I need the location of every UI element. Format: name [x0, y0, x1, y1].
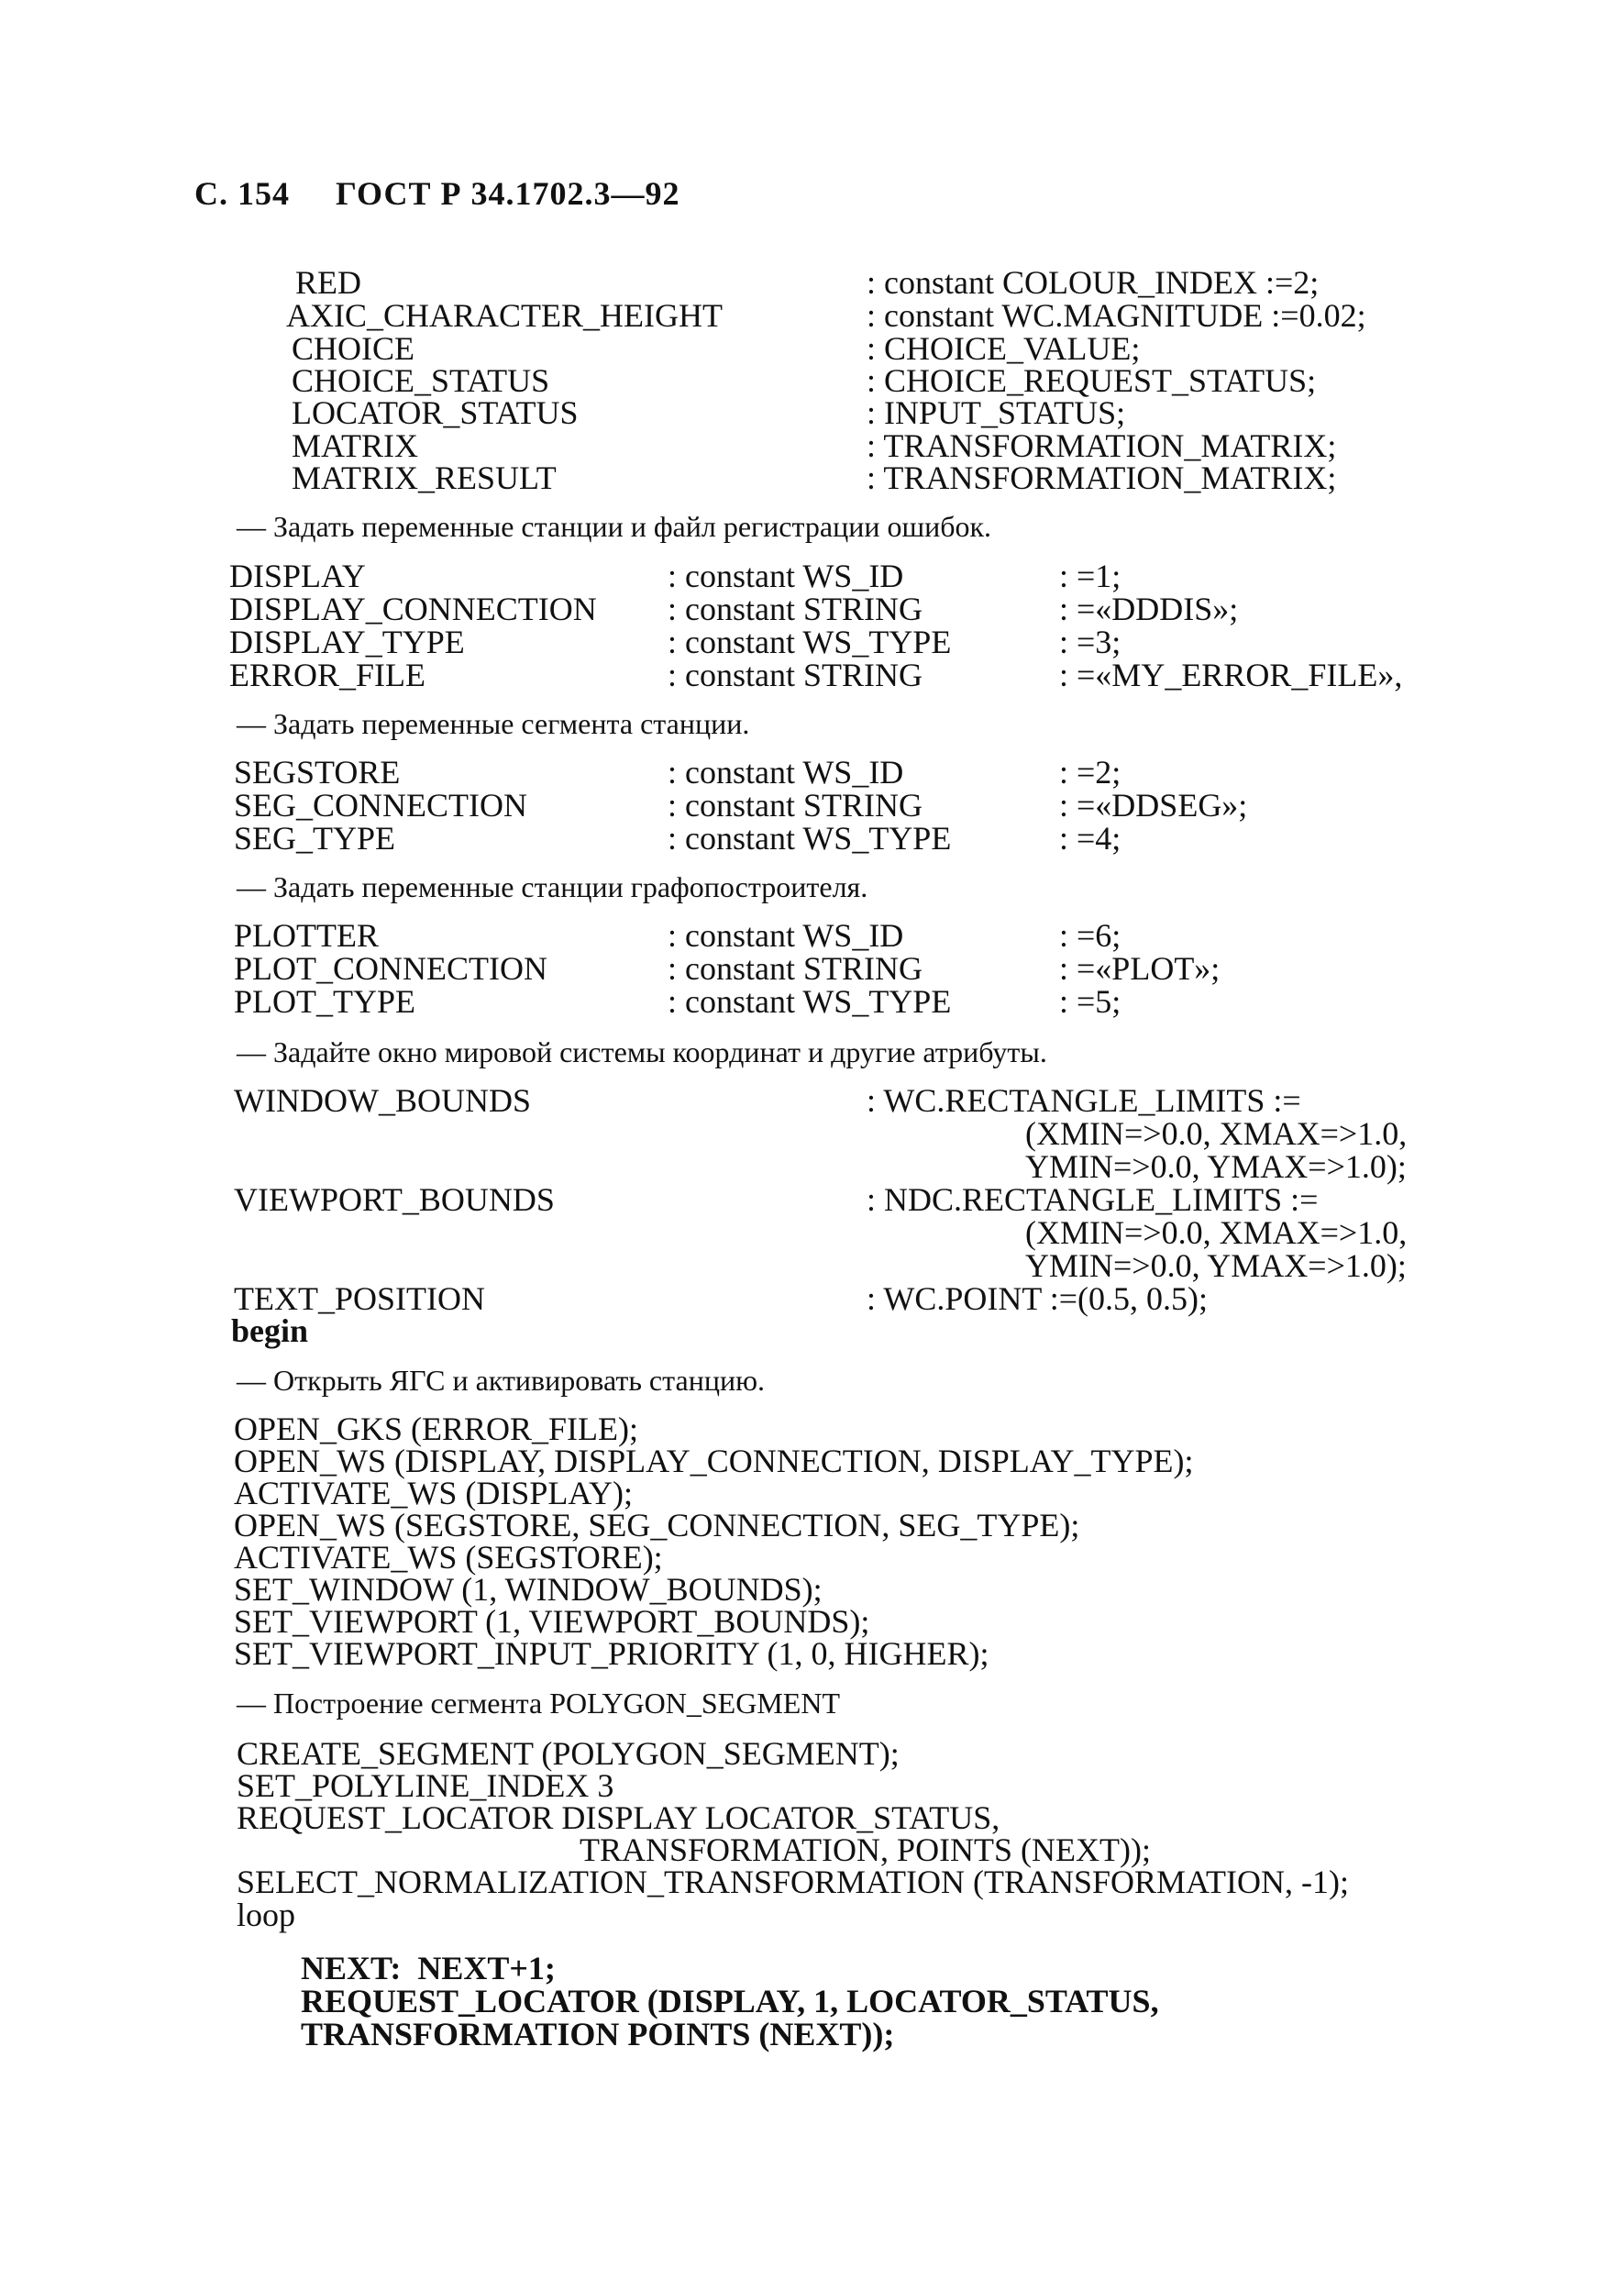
code-line: : constant STRING: [668, 950, 922, 987]
code-line: SET_VIEWPORT (1, VIEWPORT_BOUNDS);: [234, 1603, 870, 1640]
code-line: OPEN_GKS (ERROR_FILE);: [234, 1411, 639, 1447]
code-line: SEGSTORE: [234, 754, 401, 791]
code-line: ACTIVATE_WS (DISPLAY);: [234, 1475, 634, 1511]
code-line: DISPLAY: [229, 558, 366, 594]
code-line: : constant WS_TYPE: [668, 624, 952, 660]
code-line: PLOTTER: [234, 917, 379, 954]
code-line: DISPLAY_TYPE: [229, 624, 465, 660]
code-line: MATRIX_RESULT: [292, 459, 557, 496]
code-line: : =3;: [1059, 624, 1121, 660]
code-line: : constant WC.MAGNITUDE :=0.02;: [867, 297, 1366, 334]
keyword-begin: begin: [231, 1312, 309, 1349]
code-line: : constant WS_ID: [668, 917, 904, 954]
code-line: SET_WINDOW (1, WINDOW_BOUNDS);: [234, 1571, 823, 1608]
code-line: (XMIN=>0.0, XMAX=>1.0,: [1025, 1115, 1408, 1152]
code-line: DISPLAY_CONNECTION: [229, 591, 597, 627]
code-line: OPEN_WS (DISPLAY, DISPLAY_CONNECTION, DISPLAY_TYPE);: [234, 1443, 1194, 1479]
code-line: SEG_CONNECTION: [234, 787, 527, 824]
section-comment: — Задать переменные сегмента станции.: [237, 707, 750, 740]
code-line: : constant WS_ID: [668, 558, 904, 594]
code-line: : constant COLOUR_INDEX :=2;: [867, 264, 1320, 301]
code-line: TRANSFORMATION POINTS (NEXT));: [301, 2016, 895, 2052]
section-comment: — Задайте окно мировой системы координат и другие атрибуты.: [237, 1035, 1047, 1068]
code-line: MATRIX: [292, 427, 419, 464]
code-line: SET_POLYLINE_INDEX 3: [237, 1767, 614, 1804]
code-line: : CHOICE_REQUEST_STATUS;: [867, 362, 1317, 399]
section-comment: — Открыть ЯГС и активировать станцию.: [237, 1364, 765, 1397]
code-line: : constant WS_ID: [668, 754, 904, 791]
code-line: : =«PLOT»;: [1059, 950, 1221, 987]
code-line: : constant WS_TYPE: [668, 820, 952, 857]
code-line: PLOT_CONNECTION: [234, 950, 547, 987]
code-line: : NDC.RECTANGLE_LIMITS :=: [867, 1181, 1319, 1218]
code-line: : =5;: [1059, 983, 1121, 1020]
code-line: CHOICE: [292, 330, 414, 367]
code-line: YMIN=>0.0, YMAX=>1.0);: [1025, 1247, 1407, 1284]
code-line: : TRANSFORMATION_MATRIX;: [867, 459, 1337, 496]
code-line: ACTIVATE_WS (SEGSTORE);: [234, 1539, 663, 1576]
code-line: : constant STRING: [668, 591, 922, 627]
code-line: LOCATOR_STATUS: [292, 394, 579, 431]
code-line: : =6;: [1059, 917, 1121, 954]
code-line: PLOT_TYPE: [234, 983, 415, 1020]
code-line: YMIN=>0.0, YMAX=>1.0);: [1025, 1148, 1407, 1185]
code-line: TEXT_POSITION: [234, 1280, 485, 1317]
code-line: : =«DDDIS»;: [1059, 591, 1239, 627]
code-line: : constant STRING: [668, 657, 922, 693]
code-line: : constant WS_TYPE: [668, 983, 952, 1020]
code-line: : CHOICE_VALUE;: [867, 330, 1141, 367]
code-line: : =2;: [1059, 754, 1121, 791]
code-line: : constant STRING: [668, 787, 922, 824]
code-line: SEG_TYPE: [234, 820, 396, 857]
code-line: OPEN_WS (SEGSTORE, SEG_CONNECTION, SEG_TYPE);: [234, 1507, 1080, 1543]
code-line: VIEWPORT_BOUNDS: [234, 1181, 555, 1218]
page-number: С. 154: [194, 175, 290, 212]
standard-designation: ГОСТ Р 34.1702.3—92: [336, 175, 680, 212]
code-line: CHOICE_STATUS: [292, 362, 550, 399]
section-comment: — Построение сегмента POLYGON_SEGMENT: [237, 1687, 840, 1720]
section-comment: — Задать переменные станции графопостроителя.: [237, 870, 868, 903]
section-comment: — Задать переменные станции и файл регистрации ошибок.: [237, 510, 992, 543]
code-line: (XMIN=>0.0, XMAX=>1.0,: [1025, 1214, 1408, 1251]
code-line: : =«MY_ERROR_FILE»,: [1059, 657, 1403, 693]
code-line: : =«DDSEG»;: [1059, 787, 1248, 824]
code-line: RED: [295, 264, 361, 301]
code-line: CREATE_SEGMENT (POLYGON_SEGMENT);: [237, 1735, 900, 1772]
code-line: WINDOW_BOUNDS: [234, 1082, 531, 1119]
code-line: : WC.POINT :=(0.5, 0.5);: [867, 1280, 1208, 1317]
code-line: TRANSFORMATION, POINTS (NEXT));: [580, 1831, 1152, 1868]
code-line: SELECT_NORMALIZATION_TRANSFORMATION (TRANSFORMATION, -1);: [237, 1864, 1350, 1900]
code-line: REQUEST_LOCATOR DISPLAY LOCATOR_STATUS,: [237, 1799, 1000, 1836]
code-line: : =4;: [1059, 820, 1121, 857]
code-line: : INPUT_STATUS;: [867, 394, 1126, 431]
code-line: AXIC_CHARACTER_HEIGHT: [286, 297, 723, 334]
code-line: NEXT: NEXT+1;: [301, 1950, 556, 1986]
code-line: loop: [237, 1897, 296, 1933]
code-line: : WC.RECTANGLE_LIMITS :=: [867, 1082, 1301, 1119]
page-header: [194, 174, 716, 213]
code-line: : =1;: [1059, 558, 1121, 594]
code-line: SET_VIEWPORT_INPUT_PRIORITY (1, 0, HIGHER);: [234, 1635, 989, 1672]
code-line: REQUEST_LOCATOR (DISPLAY, 1, LOCATOR_STATUS,: [301, 1983, 1159, 2019]
code-line: ERROR_FILE: [229, 657, 426, 693]
code-line: : TRANSFORMATION_MATRIX;: [867, 427, 1337, 464]
